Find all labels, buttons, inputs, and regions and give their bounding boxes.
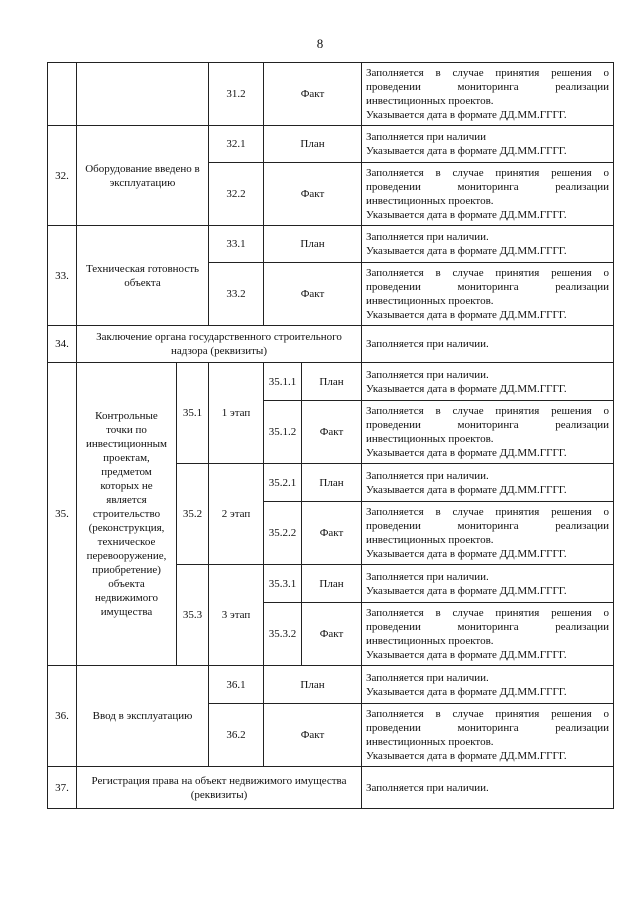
fact-label: Факт [302,401,362,464]
row-number: 36. [48,666,77,767]
fact-label: Факт [302,502,362,565]
fact-note: Заполняется в случае принятия решения о проведении мониторинга реализации инвестиционных проектов. Указывается дата в формате ДД.ММ.ГГГГ. [362,502,614,565]
data-table [47,62,614,809]
sub-number: 35.1.1 [264,363,302,401]
table-row [48,226,614,263]
fact-label: Факт [264,263,362,326]
sub-number: 35.1.2 [264,401,302,464]
row-number: 33. [48,226,77,326]
plan-label: План [302,565,362,603]
sub-number: 31.2 [209,63,264,126]
row-number: 35. [48,363,77,666]
fact-label: Факт [264,63,362,126]
stage-label: 2 этап [209,464,264,565]
plan-note: Заполняется при наличии. Указывается дата в формате ДД.ММ.ГГГГ. [362,464,614,502]
fact-note: Заполняется в случае принятия решения о проведении мониторинга реализации инвестиционных проектов. Указывается дата в формате ДД.ММ.ГГГГ. [362,704,614,767]
stage-number: 35.1 [177,363,209,464]
row-name: Оборудование введено в эксплуатацию [77,126,209,226]
table-row [48,666,614,704]
row-name: Ввод в эксплуатацию [77,666,209,767]
fact-label: Факт [264,163,362,226]
stage-label: 3 этап [209,565,264,666]
plan-label: План [264,666,362,704]
row-number-cell [48,63,77,126]
fact-label: Факт [302,603,362,666]
table-row [48,326,614,363]
sub-number: 35.2.1 [264,464,302,502]
plan-label: План [302,464,362,502]
table-row [48,363,614,401]
row-number: 37. [48,767,77,809]
plan-note: Заполняется при наличии. Указывается дата в формате ДД.ММ.ГГГГ. [362,666,614,704]
table-row [48,63,614,126]
plan-label: План [302,363,362,401]
sub-number: 32.2 [209,163,264,226]
plan-note: Заполняется при наличии Указывается дата в формате ДД.ММ.ГГГГ. [362,126,614,163]
fact-note: Заполняется в случае принятия решения о проведении мониторинга реализации инвестиционных проектов. Указывается дата в формате ДД.ММ.ГГГГ. [362,163,614,226]
row-name: Регистрация права на объект недвижимого имущества (реквизиты) [77,767,362,809]
stage-number: 35.2 [177,464,209,565]
row-name-cell [77,63,209,126]
sub-number: 36.1 [209,666,264,704]
fact-label: Факт [264,704,362,767]
sub-number: 33.1 [209,226,264,263]
table-row [48,126,614,163]
row-number: 34. [48,326,77,363]
fact-note: Заполняется в случае принятия решения о проведении мониторинга реализации инвестиционных проектов. Указывается дата в формате ДД.ММ.ГГГГ. [362,63,614,126]
page-number: 8 [316,36,324,51]
plan-note: Заполняется при наличии. Указывается дата в формате ДД.ММ.ГГГГ. [362,565,614,603]
row-name: Контрольные точки по инвестиционным проектам, предметом которых не является строительство (реконструкция, техническое перевооружение, приобретение) объекта недвижимого имущества [77,363,177,666]
fact-note: Заполняется в случае принятия решения о проведении мониторинга реализации инвестиционных проектов. Указывается дата в формате ДД.ММ.ГГГГ. [362,263,614,326]
plan-note: Заполняется при наличии. Указывается дата в формате ДД.ММ.ГГГГ. [362,363,614,401]
sub-number: 33.2 [209,263,264,326]
fact-note: Заполняется в случае принятия решения о проведении мониторинга реализации инвестиционных проектов. Указывается дата в формате ДД.ММ.ГГГГ. [362,401,614,464]
stage-number: 35.3 [177,565,209,666]
stage-label: 1 этап [209,363,264,464]
table-row [48,767,614,809]
fact-note: Заполняется в случае принятия решения о проведении мониторинга реализации инвестиционных проектов. Указывается дата в формате ДД.ММ.ГГГГ. [362,603,614,666]
sub-number: 35.3.1 [264,565,302,603]
sub-number: 32.1 [209,126,264,163]
plan-label: План [264,226,362,263]
sub-number: 35.3.2 [264,603,302,666]
plan-note: Заполняется при наличии. [362,767,614,809]
row-name: Заключение органа государственного строительного надзора (реквизиты) [77,326,362,363]
plan-note: Заполняется при наличии. Указывается дата в формате ДД.ММ.ГГГГ. [362,226,614,263]
plan-label: План [264,126,362,163]
sub-number: 35.2.2 [264,502,302,565]
sub-number: 36.2 [209,704,264,767]
plan-note: Заполняется при наличии. [362,326,614,363]
row-name: Техническая готовность объекта [77,226,209,326]
row-number: 32. [48,126,77,226]
